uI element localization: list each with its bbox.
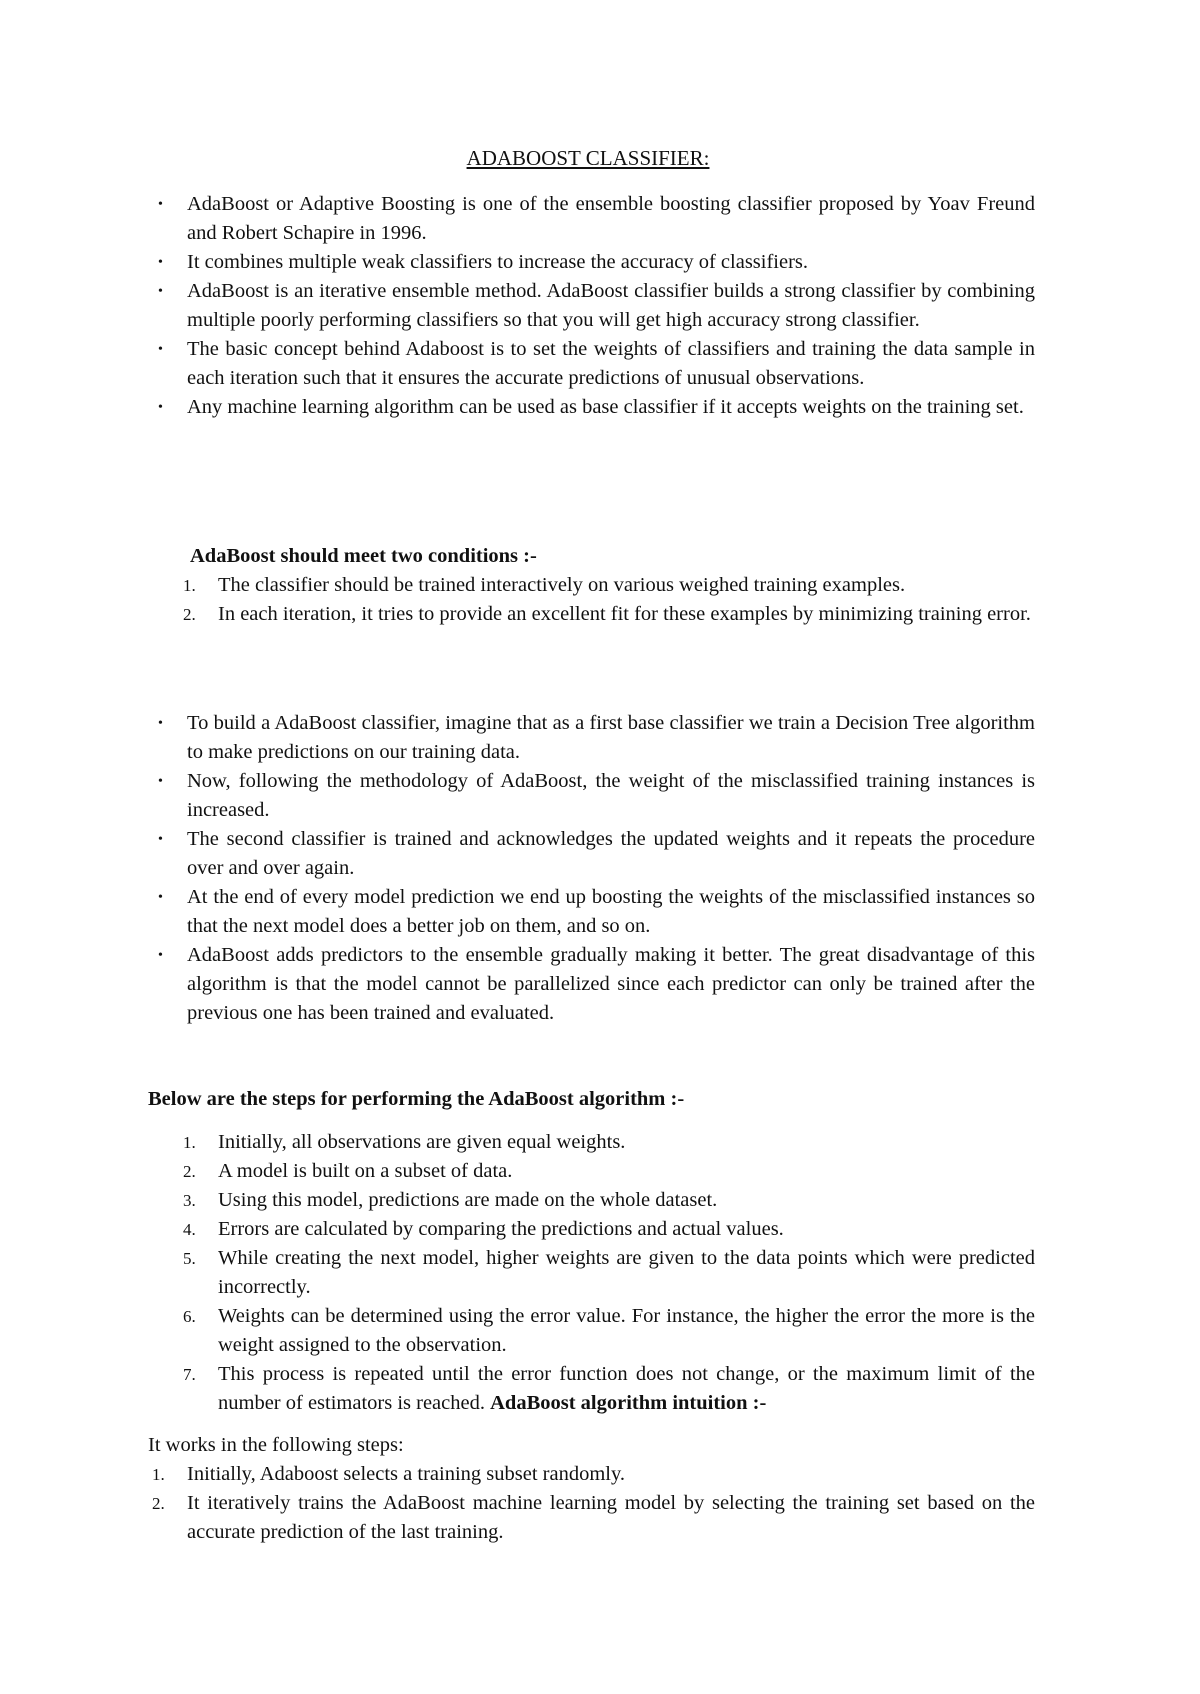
list-marker: 5. (183, 1249, 196, 1268)
list-marker: 4. (183, 1220, 196, 1239)
list-item (183, 571, 1035, 600)
list-item-text: Weights can be determined using the error value. For instance, the higher the error the more is the weight assigned to the observation. (218, 1305, 1035, 1356)
list-marker: 2. (183, 605, 196, 624)
list-marker: 7. (183, 1365, 196, 1384)
list-marker: 1. (183, 1133, 196, 1152)
list-item-text: Initially, Adaboost selects a training subset randomly. (187, 1463, 626, 1485)
list-item (152, 1460, 1035, 1489)
list-item (183, 1244, 1035, 1302)
list-item-text: Initially, all observations are given equal weights. (218, 1131, 626, 1153)
intuition-heading: AdaBoost algorithm intuition :- (490, 1392, 767, 1414)
conditions-list (183, 571, 1035, 629)
steps-heading: Below are the steps for performing the AdaBoost algorithm :- (148, 1088, 685, 1110)
intuition-lead: It works in the following steps: (148, 1434, 404, 1456)
bullet-item: • AdaBoost adds predictors to the ensemble gradually making it better. The great disadvantage of this algorithm is that the model cannot be parallelized since each predictor can only be trained after the previous one has been trained and evaluated. (187, 941, 1035, 1028)
list-item-text: A model is built on a subset of data. (218, 1160, 513, 1182)
bullet-item: • To build a AdaBoost classifier, imagine that as a first base classifier we train a Decision Tree algorithm to make predictions on our training data. (187, 709, 1035, 767)
list-item (152, 1489, 1035, 1547)
list-marker: 2. (152, 1494, 165, 1513)
list-marker: 1. (183, 576, 196, 595)
bullet-item: • The second classifier is trained and acknowledges the updated weights and it repeats the procedure over and over again. (187, 825, 1035, 883)
list-marker: 6. (183, 1307, 196, 1326)
bullet-item: • The basic concept behind Adaboost is to set the weights of classifiers and training the data sample in each iteration such that it ensures the accurate predictions of unusual observations. (187, 335, 1035, 393)
list-item-text: The classifier should be trained interactively on various weighed training examples. (218, 574, 906, 596)
steps-list (183, 1128, 1035, 1418)
list-item-text: It iteratively trains the AdaBoost machine learning model by selecting the training set based on the accurate prediction of the last training. (187, 1492, 1035, 1543)
list-item (183, 600, 1035, 629)
page-title: ADABOOST CLASSIFIER: (466, 146, 710, 170)
bullet-item: • AdaBoost or Adaptive Boosting is one of the ensemble boosting classifier proposed by Yoav Freund and Robert Schapire in 1996. (187, 190, 1035, 248)
bullet-item: • At the end of every model prediction we end up boosting the weights of the misclassified instances so that the next model does a better job on them, and so on. (187, 883, 1035, 941)
list-item-text: While creating the next model, higher weights are given to the data points which were predicted incorrectly. (218, 1247, 1035, 1298)
intuition-list (152, 1460, 1035, 1547)
list-item (183, 1215, 1035, 1244)
list-item (183, 1302, 1035, 1360)
intro-bullet-list (187, 190, 1035, 422)
bullet-item: • AdaBoost is an iterative ensemble method. AdaBoost classifier builds a strong classifier by combining multiple poorly performing classifiers so that you will get high accuracy strong classifier. (187, 277, 1035, 335)
list-item (183, 1128, 1035, 1157)
list-item (183, 1186, 1035, 1215)
list-item-text: In each iteration, it tries to provide an excellent fit for these examples by minimizing training error. (218, 603, 1031, 625)
bullet-item: • Now, following the methodology of AdaBoost, the weight of the misclassified training instances is increased. (187, 767, 1035, 825)
list-item-text: Using this model, predictions are made on the whole dataset. (218, 1189, 718, 1211)
bullet-item: • It combines multiple weak classifiers to increase the accuracy of classifiers. (187, 248, 1035, 277)
list-item-text: This process is repeated until the error function does not change, or the maximum limit of the number of estimators is reached. (218, 1363, 1035, 1414)
list-item (183, 1360, 1035, 1418)
conditions-heading: AdaBoost should meet two conditions :- (190, 545, 537, 567)
list-marker: 1. (152, 1465, 165, 1484)
list-marker: 2. (183, 1162, 196, 1181)
list-marker: 3. (183, 1191, 196, 1210)
list-item (183, 1157, 1035, 1186)
list-item-text: Errors are calculated by comparing the predictions and actual values. (218, 1218, 784, 1240)
process-bullet-list (187, 709, 1035, 1028)
bullet-item: • Any machine learning algorithm can be used as base classifier if it accepts weights on the training set. (187, 393, 1035, 422)
